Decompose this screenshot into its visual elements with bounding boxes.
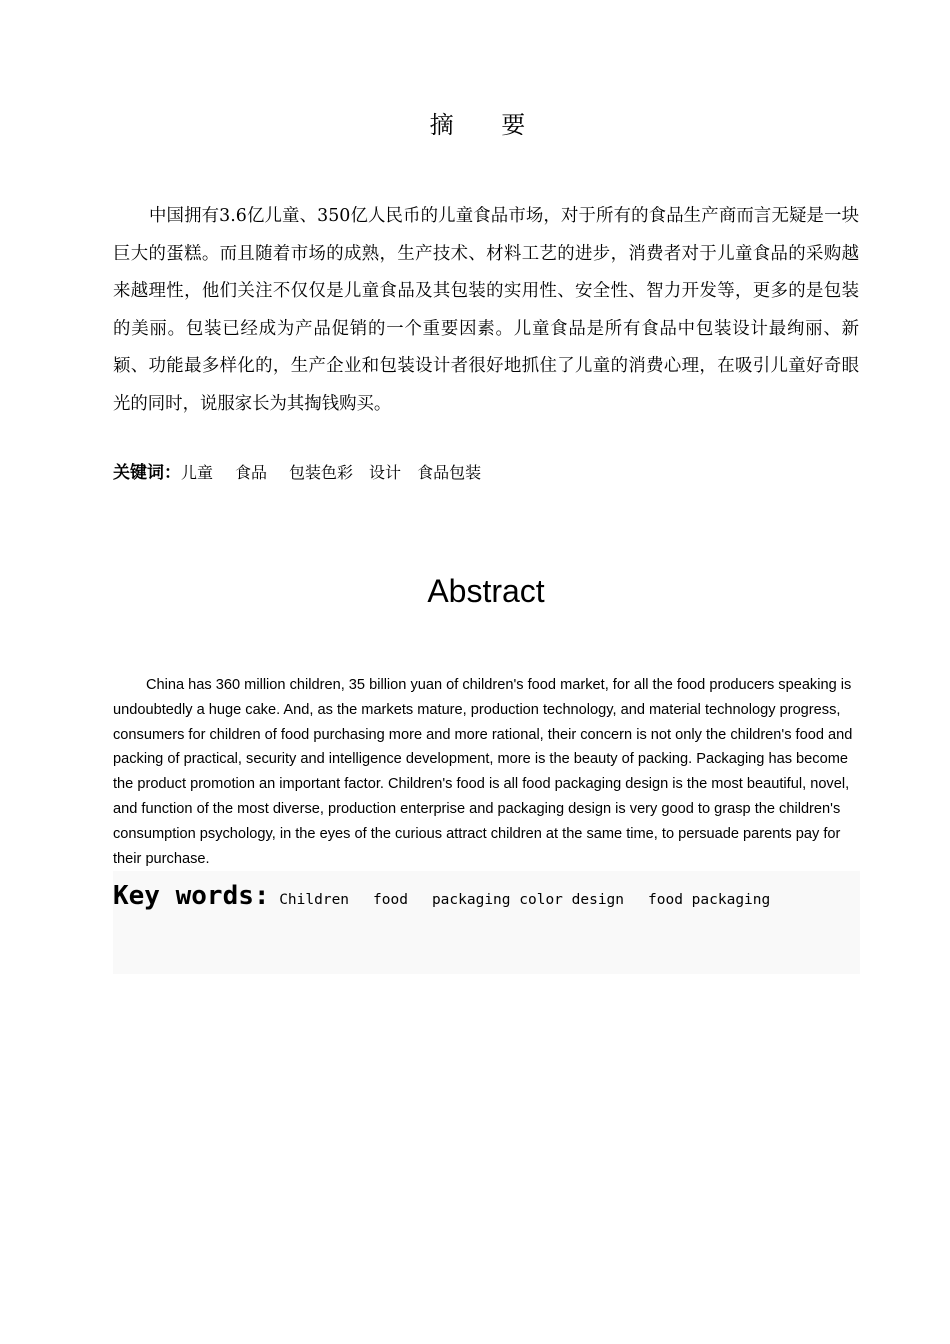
chinese-keyword: 设计 <box>369 463 402 482</box>
chinese-keyword: 食品包装 <box>417 463 482 482</box>
chinese-keyword: 包装色彩 <box>289 463 354 482</box>
chinese-abstract-body: 中国拥有3.6亿儿童、350亿人民币的儿童食品市场，对于所有的食品生产商而言无疑是一块巨大的蛋糕。而且随着市场的成熟，生产技术、材料工艺的进步，消费者对于儿童食品的采购越来越理性，他们关注不仅仅是儿童食品及其包装的实用性、安全性、智力开发等，更多的是包装的美丽。包装已经成为产品促销的一个重要因素。儿童食品是所有食品中包装设计最绚丽、新颖、功能最多样化的，生产企业和包装设计者很好地抓住了儿童的消费心理，在吸引儿童好奇眼光的同时，说服家长为其掏钱购买。 <box>113 206 859 414</box>
chinese-keyword: 食品 <box>235 463 268 482</box>
english-keyword: food <box>373 892 408 908</box>
chinese-keywords <box>113 458 859 488</box>
english-abstract-title: Abstract <box>427 573 545 609</box>
english-keyword: Children <box>279 892 350 908</box>
english-keywords-label: Key words: <box>113 881 270 911</box>
english-keyword: food packaging <box>648 892 771 908</box>
english-abstract-body: China has 360 million children, 35 billion yuan of children's food market, for all the food producers speaking is undoubtedly a huge cake. And, as the markets mature, production technology, and material technology progress, consumers for children of food purchasing more and more rational, their concern is not only the children's food and packing of practical, security and intelligence development, more is the beauty of packing. Packaging has become the product promotion an important factor. Children's food is all food packaging design is the most beautiful, novel, and function of the most diverse, production enterprise and packaging design is very good to grasp the children's consumption psychology, in the eyes of the curious attract children at the same time, to persuade parents pay for their purchase. <box>113 677 853 867</box>
chinese-keyword: 儿童 <box>181 463 214 482</box>
chinese-keywords-label: 关键词： <box>113 463 181 483</box>
english-keywords <box>113 881 794 911</box>
chinese-abstract-title: 摘 要 <box>429 111 546 139</box>
english-keyword: packaging color design <box>431 892 625 908</box>
english-keywords-block <box>113 871 860 974</box>
